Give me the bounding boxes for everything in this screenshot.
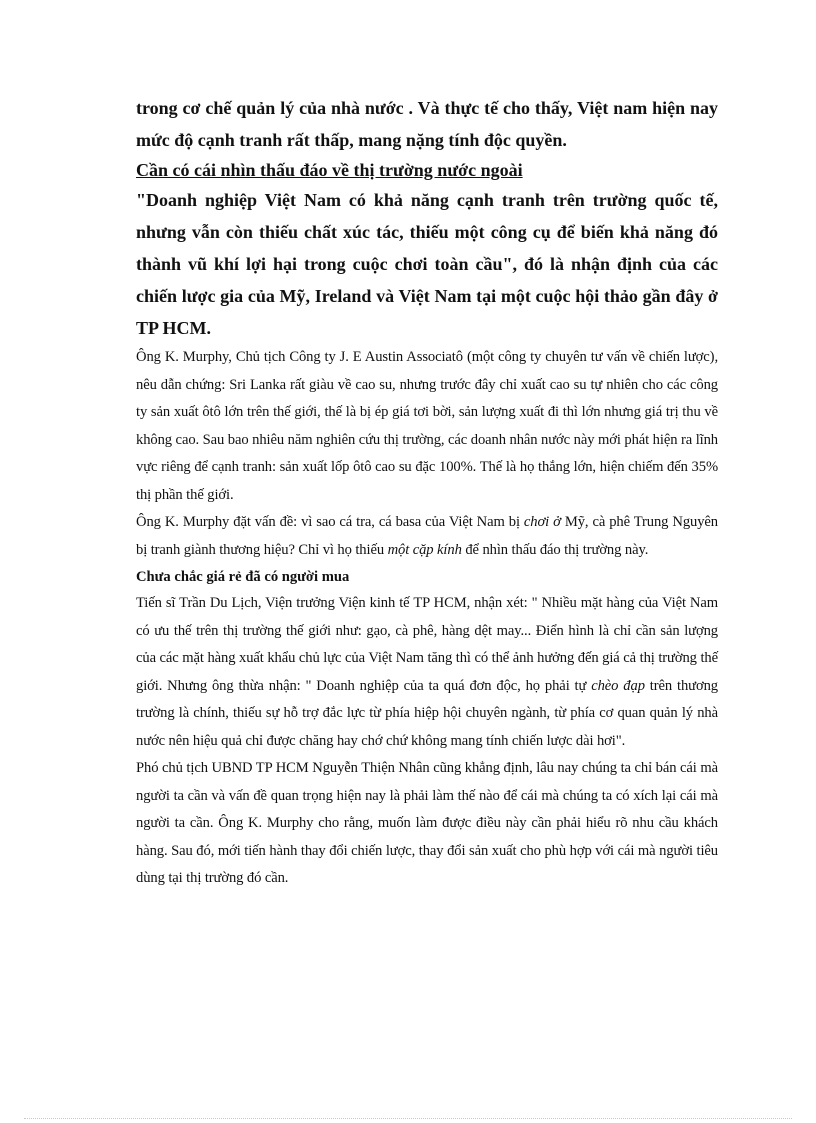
italic-run: chèo đạp [591,677,645,694]
text-run: Tiến sĩ Trần Du Lịch, Viện trưởng Viện kinh tế TP HCM, nhận xét: " Nhiều mặt hàng của Việt Nam có ưu thế trên thị trường thế giới như: gạo, cà phê, hàng dệt may... Điển hình là chỉ cần sản lượng của các mặt hàng xuất khẩu chủ lực của Việt Nam tăng thì có thể ảnh hưởng đến giá cả thị trường thế giới. Nhưng ông thừa nhận: " Doanh nghiệp của ta quá đơn độc, họ phải tự [136,595,718,694]
italic-run: một cặp kính [387,541,462,558]
text-run: trên thương trường là chính, thiếu sự hỗ trợ đắc lực từ phía hiệp hội chuyên ngành, từ phía cơ quan quản lý nhà nước nên hiệu quả chỉ được chăng hay chớ chứ không mang tính chiến lược dài hơi". [136,677,718,749]
section-heading-foreign-market: Cần có cái nhìn thấu đáo về thị trường nước ngoài [136,160,523,180]
section-heading-cheap-price: Chưa chắc giá rẻ đã có người mua [136,569,350,585]
text-run: Ông K. Murphy đặt vấn đề: vì sao cá tra, cá basa của Việt Nam bị [136,514,524,530]
paragraph-nguyen-thien-nhan: Phó chủ tịch UBND TP HCM Nguyễn Thiện Nhân cũng khẳng định, lâu nay chúng ta chỉ bán cái mà người ta cần và vấn đề quan trọng hiện nay là phải làm thế nào để cái mà chúng ta có xích lại cái mà người ta cần. Ông K. Murphy cho rằng, muốn làm được điều này cần phải hiểu rõ nhu cầu khách hàng. Sau đó, mới tiến hành thay đổi chiến lược, thay đổi sản xuất cho phù hợp với cái mà người tiêu dùng tại thị trường đó cần. [136,760,718,886]
text-run: để nhìn thấu đáo thị trường này. [461,541,649,558]
paragraph-quote: "Doanh nghiệp Việt Nam có khả năng cạnh tranh trên trường quốc tế, nhưng vẫn còn thiếu chất xúc tác, thiếu một công cụ để biến khả năng đó thành vũ khí lợi hại trong cuộc chơi toàn cầu", đó là nhận định của các chiến lược gia của Mỹ, Ireland và Việt Nam tại một cuộc hội thảo gần đây ở TP HCM. [136,190,718,338]
page-bottom-divider [24,1118,792,1119]
paragraph-tran-du-lich [136,590,718,755]
paragraph-murphy-question [136,509,718,564]
document-body [136,92,718,893]
text-run: Mỹ, cà phê Trung Nguyên bị tranh giành thương hiệu? Chỉ vì họ thiếu [136,514,718,558]
paragraph-murphy-example: Ông K. Murphy, Chủ tịch Công ty J. E Austin Associatô (một công ty chuyên tư vấn về chiến lược), nêu dẫn chứng: Sri Lanka rất giàu về cao su, nhưng trước đây chỉ xuất cao su tự nhiên cho các công ty sản xuất ôtô lớn trên thế giới, thế là bị ép giá tơi bời, sản lượng xuất đi thì lớn nhưng giá trị thu về không cao. Sau bao nhiêu năm nghiên cứu thị trường, các doanh nhân nước này mới phát hiện ra lĩnh vực riêng để cạnh tranh: sản xuất lốp ôtô cao su đặc 100%. Thế là họ thắng lớn, hiện chiếm đến 35% thị phần thế giới. [136,349,718,503]
italic-run: chơi ở [523,514,561,530]
paragraph-intro: trong cơ chế quản lý của nhà nước . Và thực tế cho thấy, Việt nam hiện nay mức độ cạnh tranh rất thấp, mang nặng tính độc quyền. [136,98,718,150]
